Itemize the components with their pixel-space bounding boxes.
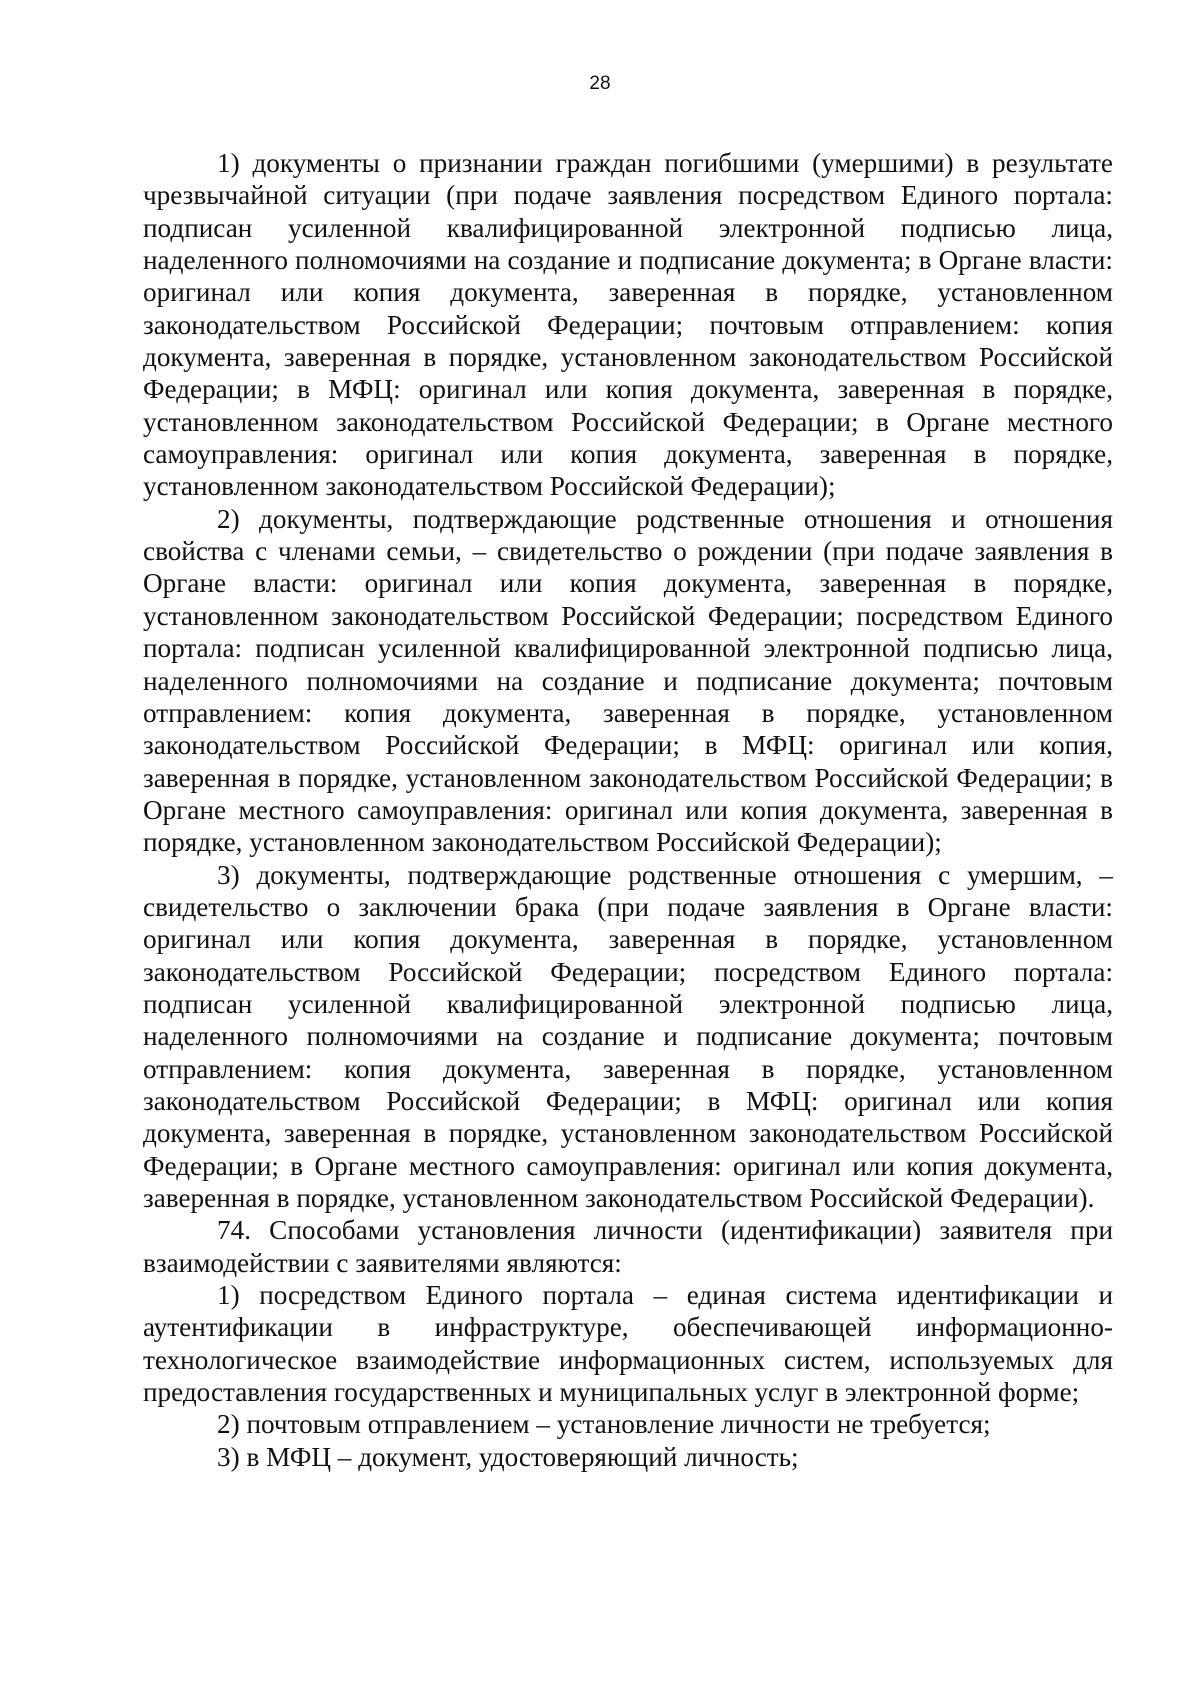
- paragraph-identification-portal: 1) посредством Единого портала – единая система идентификации и аутентификации в инфраструктуре, обеспечивающей информационно-технологическое взаимодействие информационных систем, используемых для предоставления государственных и муниципальных услуг в электронной форме;: [143, 1280, 1113, 1408]
- page-number: 28: [589, 73, 611, 94]
- paragraph-item-74: 74. Способами установления личности (идентификации) заявителя при взаимодействии с заявителями являются:: [143, 1215, 1113, 1278]
- paragraph-documents-marriage: 3) документы, подтверждающие родственные отношения с умершим, – свидетельство о заключении брака (при подаче заявления в Органе власти: оригинал или копия документа, заверенная в порядке, установленном законодательством Российской Федерации; посредством Единого портала: подписан усиленной квалифицированной электронной подписью лица, наделенного полномочиями на создание и подписание документа; почтовым отправлением: копия документа, заверенная в порядке, установленном законодательством Российской Федерации; в МФЦ: оригинал или копия документа, заверенная в порядке, установленном законодательством Российской Федерации; в Органе местного самоуправления: оригинал или копия документа, заверенная в порядке, установленном законодательством Российской Федерации).: [143, 859, 1113, 1213]
- paragraph-identification-mfc: 3) в МФЦ – документ, удостоверяющий личность;: [217, 1441, 799, 1472]
- paragraph-documents-death: 1) документы о признании граждан погибшими (умершими) в результате чрезвычайной ситуации (при подаче заявления посредством Единого портала: подписан усиленной квалифицированной электронной подписью лица, наделенного полномочиями на создание и подписание документа; в Органе власти: оригинал или копия документа, заверенная в порядке, установленном законодательством Российской Федерации; почтовым отправлением: копия документа, заверенная в порядке, установленном законодательством Российской Федерации; в МФЦ: оригинал или копия документа, заверенная в порядке, установленном законодательством Российской Федерации; в Органе местного самоуправления: оригинал или копия документа, заверенная в порядке, установленном законодательством Российской Федерации);: [143, 148, 1113, 502]
- paragraph-identification-post: 2) почтовым отправлением – установление личности не требуется;: [217, 1409, 991, 1440]
- document-body: [143, 147, 1113, 1473]
- paragraph-documents-birth: 2) документы, подтверждающие родственные отношения и отношения свойства с членами семьи, – свидетельство о рождении (при подаче заявления в Органе власти: оригинал или копия документа, заверенная в порядке, установленном законодательством Российской Федерации; посредством Единого портала: подписан усиленной квалифицированной электронной подписью лица, наделенного полномочиями на создание и подписание документа; почтовым отправлением: копия документа, заверенная в порядке, установленном законодательством Российской Федерации; в МФЦ: оригинал или копия, заверенная в порядке, установленном законодательством Российской Федерации; в Органе местного самоуправления: оригинал или копия документа, заверенная в порядке, установленном законодательством Российской Федерации);: [143, 503, 1113, 858]
